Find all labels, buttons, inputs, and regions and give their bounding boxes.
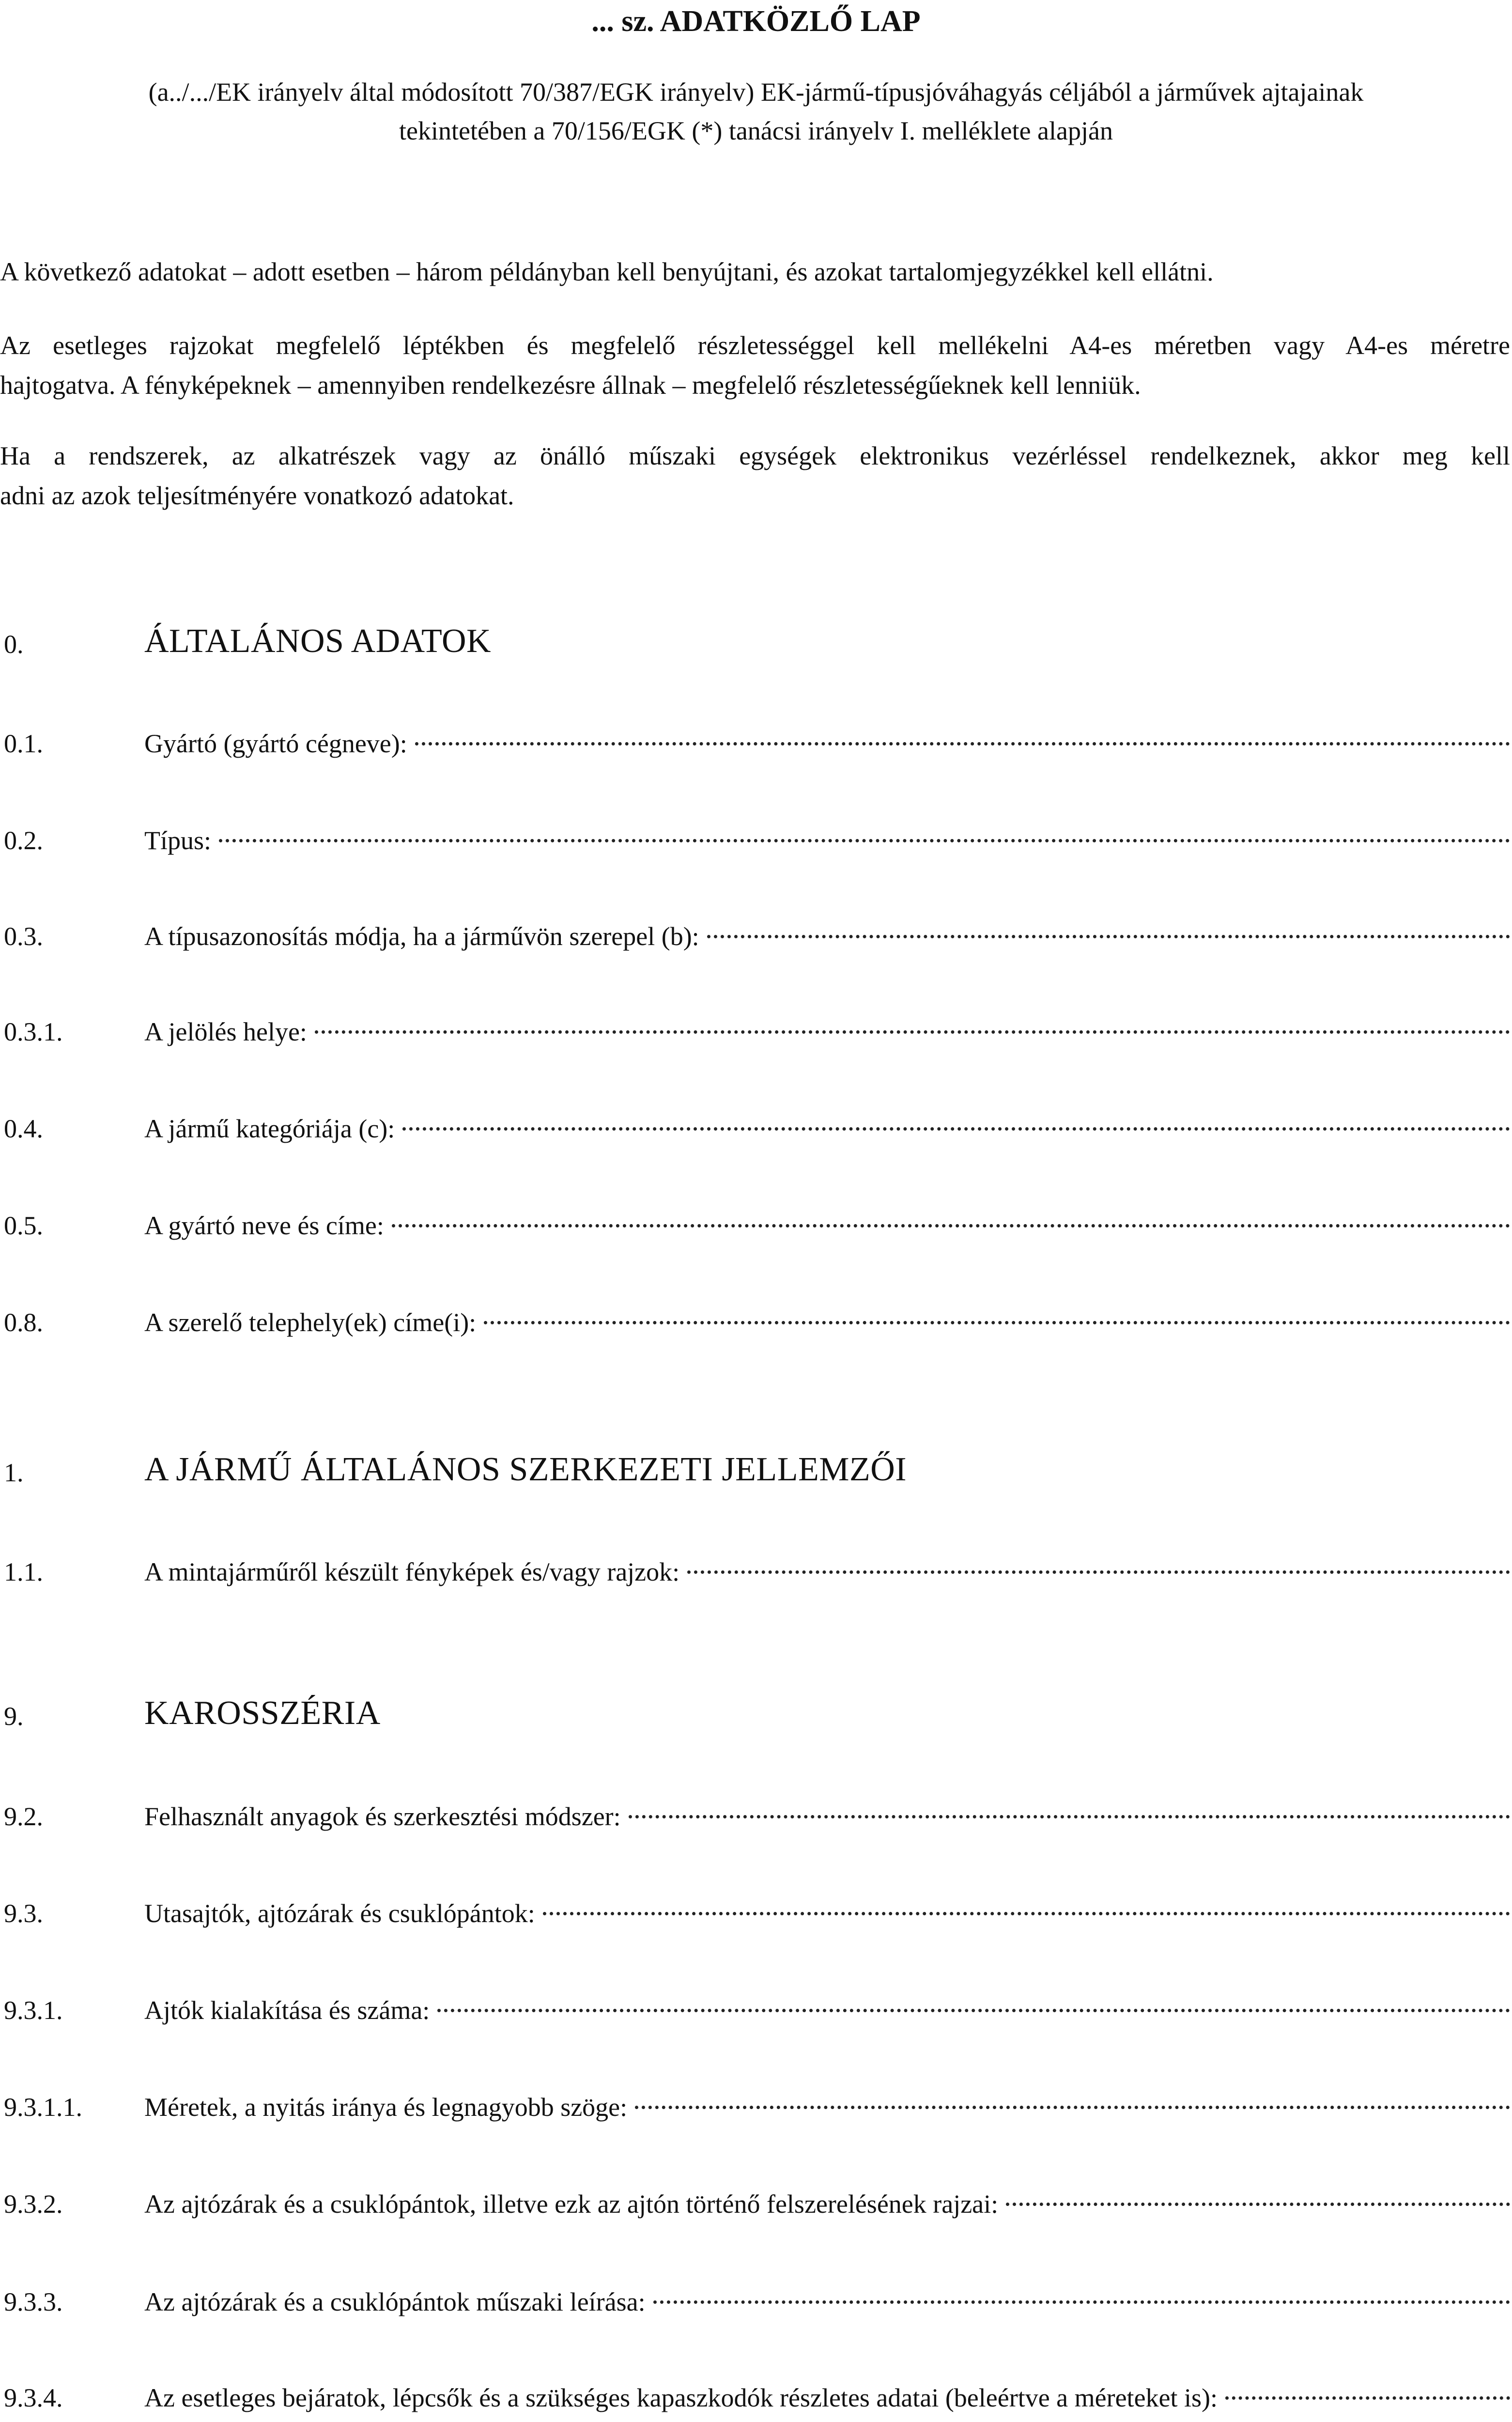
field-number: 0.5. <box>4 1211 43 1240</box>
form-field-9-3 <box>0 1894 1510 1933</box>
field-number: 9.3.2. <box>4 2189 63 2219</box>
form-field-9-3-1-1 <box>0 2088 1510 2127</box>
field-number: 9.3. <box>4 1899 43 1928</box>
field-label: Az ajtózárak és a csuklópántok műszaki leírása: <box>144 2287 646 2316</box>
form-field-9-3-2 <box>0 2185 1510 2223</box>
field-fill-line[interactable] <box>392 1224 1510 1227</box>
field-fill-line[interactable] <box>1006 2203 1510 2206</box>
field-number: 9.3.3. <box>4 2287 63 2316</box>
field-number: 0.2. <box>4 826 43 855</box>
form-field-0-3 <box>0 917 1510 956</box>
field-fill-line[interactable] <box>635 2106 1510 2109</box>
field-fill-line[interactable] <box>484 1321 1510 1324</box>
intro-paragraph-1 <box>0 252 1510 292</box>
field-label: A jármű kategóriája (c): <box>144 1114 395 1143</box>
section-heading-0 <box>0 622 1510 664</box>
field-number: 9.2. <box>4 1802 43 1831</box>
field-number: 9.3.4. <box>4 2383 63 2412</box>
form-field-0-4 <box>0 1109 1510 1148</box>
field-number: 1.1. <box>4 1557 43 1586</box>
intro-paragraph-2-line-1: Az esetleges rajzokat megfelelő léptékben és megfelelő részletességgel kell mellékelni A4-es méretben vagy A4-es méretre <box>0 331 1510 360</box>
field-fill-line[interactable] <box>629 1815 1510 1818</box>
field-fill-line[interactable] <box>315 1030 1510 1034</box>
intro-paragraph-2 <box>0 326 1510 405</box>
field-label: Gyártó (gyártó cégneve): <box>144 729 407 758</box>
field-fill-line[interactable] <box>687 1570 1510 1574</box>
field-fill-line[interactable] <box>1225 2396 1510 2400</box>
section-heading-9 <box>0 1694 1510 1736</box>
field-number: 0.3. <box>4 922 43 951</box>
field-number: 0.4. <box>4 1114 43 1143</box>
intro-paragraph-3-line-2: adni az azok teljesítményére vonatkozó adatokat. <box>0 481 514 510</box>
subtitle-line-1: (a../.../EK irányelv által módosított 70/387/EGK irányelv) EK-jármű-típusjóváhagyás céljából a járművek ajtajainak <box>148 78 1364 107</box>
section-title: A JÁRMŰ ÁLTALÁNOS SZERKEZETI JELLEMZŐI <box>144 1451 907 1488</box>
field-label: Típus: <box>144 826 212 855</box>
field-fill-line[interactable] <box>707 935 1510 938</box>
field-label: Ajtók kialakítása és száma: <box>144 1996 430 2025</box>
field-number: 9.3.1. <box>4 1996 63 2025</box>
form-field-9-3-1 <box>0 1991 1510 2030</box>
intro-paragraph-3 <box>0 436 1510 515</box>
form-field-0-5 <box>0 1206 1510 1245</box>
field-fill-line[interactable] <box>402 1127 1510 1131</box>
field-fill-line[interactable] <box>543 1912 1510 1915</box>
form-field-0-2 <box>0 821 1510 860</box>
field-number: 9.3.1.1. <box>4 2093 82 2122</box>
field-label: A jelölés helye: <box>144 1017 307 1046</box>
intro-paragraph-2-line-2: hajtogatva. A fényképeknek – amennyiben rendelkezésre állnak – megfelelő részletességűeknek kell lenniük. <box>0 371 1141 400</box>
field-label: Méretek, a nyitás iránya és legnagyobb szöge: <box>144 2093 628 2122</box>
intro-paragraph-1-text: A következő adatokat – adott esetben – három példányban kell benyújtani, és azokat tartalomjegyzékkel kell ellátni. <box>0 257 1214 286</box>
section-title: ÁLTALÁNOS ADATOK <box>144 622 492 660</box>
form-field-9-3-4 <box>0 2378 1510 2417</box>
intro-paragraph-3-line-1: Ha a rendszerek, az alkatrészek vagy az önálló műszaki egységek elektronikus vezérléssel rendelkeznek, akkor meg kell <box>0 441 1510 470</box>
field-label: A típusazonosítás módja, ha a járművön szerepel (b): <box>144 922 699 951</box>
field-label: Az esetleges bejáratok, lépcsők és a szükséges kapaszkodók részletes adatai (beleértve a méreteket is): <box>144 2383 1218 2412</box>
section-number: 1. <box>4 1458 24 1487</box>
field-fill-line[interactable] <box>219 839 1510 842</box>
field-number: 0.3.1. <box>4 1017 63 1046</box>
form-field-9-3-3 <box>0 2282 1510 2321</box>
field-label: Az ajtózárak és a csuklópántok, illetve ezk az ajtón történő felszerelésének rajzai: <box>144 2189 999 2219</box>
field-label: A gyártó neve és címe: <box>144 1211 384 1240</box>
field-fill-line[interactable] <box>415 742 1510 745</box>
form-field-0-8 <box>0 1303 1510 1342</box>
field-label: Felhasznált anyagok és szerkesztési módszer: <box>144 1802 621 1831</box>
field-label: A mintajárműről készült fényképek és/vagy rajzok: <box>144 1557 680 1586</box>
field-label: A szerelő telephely(ek) címe(i): <box>144 1308 477 1337</box>
section-title: KAROSSZÉRIA <box>144 1694 381 1732</box>
document-subtitle <box>29 73 1483 150</box>
form-field-0-1 <box>0 724 1510 763</box>
form-field-0-3-1 <box>0 1012 1510 1051</box>
form-field-9-2 <box>0 1797 1510 1836</box>
field-number: 0.8. <box>4 1308 43 1337</box>
field-number: 0.1. <box>4 729 43 758</box>
field-fill-line[interactable] <box>653 2300 1510 2304</box>
section-number: 9. <box>4 1702 24 1731</box>
field-fill-line[interactable] <box>437 2009 1510 2012</box>
document-title: ... sz. ADATKÖZLŐ LAP <box>591 5 921 38</box>
subtitle-line-2: tekintetében a 70/156/EGK (*) tanácsi irányelv I. melléklete alapján <box>399 116 1113 145</box>
section-number: 0. <box>4 630 24 659</box>
form-field-1-1 <box>0 1553 1510 1591</box>
section-heading-1 <box>0 1453 1510 1492</box>
field-label: Utasajtók, ajtózárak és csuklópántok: <box>144 1899 535 1928</box>
